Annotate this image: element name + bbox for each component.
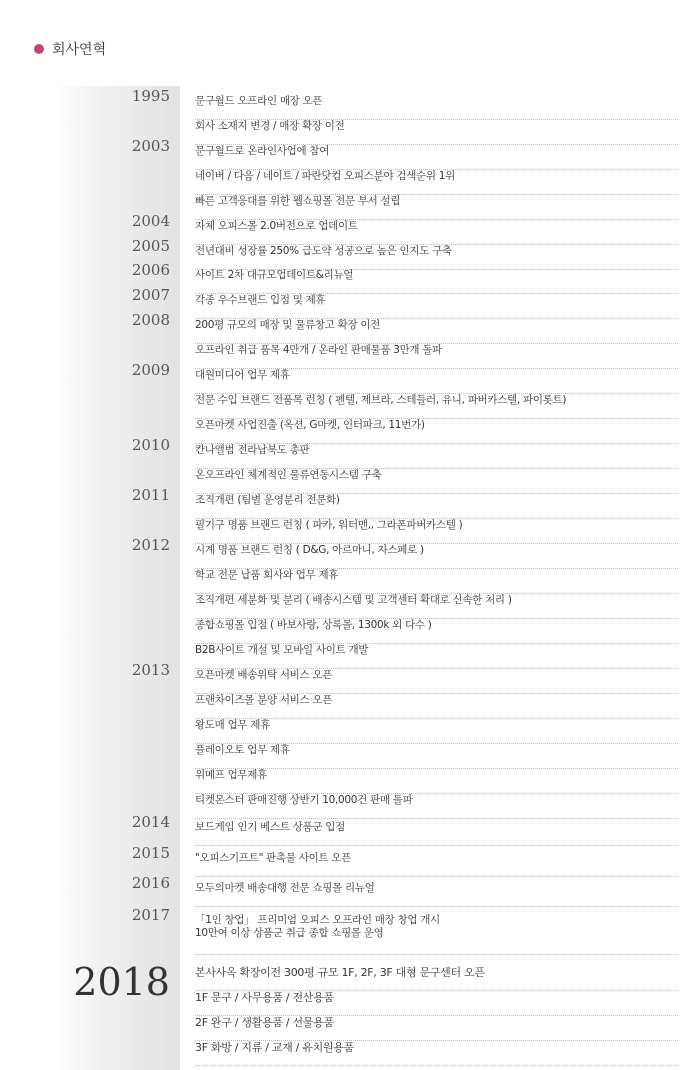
history-row [195, 669, 678, 694]
history-row [195, 120, 678, 145]
history-item-text: 모두의마켓 배송대행 전문 쇼핑몰 리뉴얼 [195, 882, 375, 894]
history-item-text: 왕도매 업무 제휴 [195, 719, 270, 731]
year-label: 2016 [131, 874, 170, 892]
history-item-text: 오프라인 취급 품목 4만개 / 온라인 판매물품 3만개 돌파 [195, 344, 443, 356]
history-row [195, 344, 678, 369]
history-item-text: 보드게임 인기 베스트 상품군 입점 [195, 821, 345, 833]
history-item-text: 오픈마켓 사업진출 (옥션, G마켓, 인터파크, 11번가) [195, 419, 425, 431]
history-row [195, 569, 678, 594]
history-item-text: 필기구 명품 브랜드 런칭 ( 파카, 워터맨,, 그라폰파버카스텔 ) [195, 519, 463, 531]
history-item-text: 칸나앨범 전라남북도 총판 [195, 444, 310, 456]
history-row [195, 619, 678, 644]
year-label: 2014 [131, 813, 170, 831]
history-item-text: 오픈마켓 배송위탁 서비스 오픈 [195, 669, 333, 681]
history-item-text: 프랜차이즈몰 분양 서비스 오픈 [195, 694, 333, 706]
history-row [195, 1041, 678, 1066]
history-row [195, 644, 678, 669]
history-row [195, 220, 678, 245]
history-item-text: 문구월드로 온라인사업에 참여 [195, 145, 330, 157]
history-row [195, 594, 678, 619]
history-row [195, 419, 678, 444]
history-item-text: 티켓몬스터 판매진행 상반기 10,000건 판매 돌파 [195, 794, 413, 806]
history-row [195, 294, 678, 319]
history-row [195, 794, 678, 819]
history-item-text: 조직개편 (팀별 운영분리 전문화) [195, 494, 340, 506]
history-row [195, 544, 678, 569]
history-row [195, 991, 678, 1016]
history-row [195, 245, 678, 270]
year-label: 2013 [131, 661, 170, 679]
history-item-text: 온오프라인 체계적인 물류연동시스템 구축 [195, 469, 382, 481]
history-item-text: "오피스기프트" 판촉물 사이트 오픈 [195, 852, 351, 864]
history-item-text: 사이트 2차 대규모업데이트&리뉴얼 [195, 269, 354, 281]
history-item-text: 시계 명품 브랜드 런칭 ( D&G, 아르마니, 자스페로 ) [195, 544, 424, 556]
history-item-text: 빠른 고객응대를 위한 웹쇼핑몰 전문 부서 설립 [195, 195, 401, 207]
history-item-text: 「1인 창업」 프리미엄 오피스 오프라인 매장 창업 개시 10만여 이상 상품군 취급 종합 쇼핑몰 운영 [195, 914, 440, 939]
history-row [195, 719, 678, 744]
history-row [195, 469, 678, 494]
history-item-text: 조직개편 세분화 및 분리 ( 배송시스템 및 고객센터 확대로 신속한 처리 ) [195, 594, 512, 606]
year-label: 1995 [131, 87, 170, 105]
history-row [195, 519, 678, 544]
year-label: 2011 [131, 486, 170, 504]
history-row [195, 694, 678, 719]
year-label: 2018 [73, 960, 170, 1004]
history-row [195, 1016, 678, 1041]
history-item-text: 학교 전문 납품 회사와 업무 제휴 [195, 569, 339, 581]
year-label: 2017 [131, 906, 170, 924]
history-row [195, 882, 678, 907]
year-label: 2004 [131, 212, 170, 230]
year-label: 2012 [131, 536, 170, 554]
history-row [195, 769, 678, 794]
year-label: 2005 [131, 237, 170, 255]
section-title: 회사연혁 [52, 42, 107, 58]
history-item-text: 위메프 업무제휴 [195, 769, 267, 781]
year-label: 2008 [131, 311, 170, 329]
history-item-text: 2F 완구 / 생활용품 / 선물용품 [195, 1016, 334, 1029]
history-row [195, 744, 678, 769]
year-label: 2003 [131, 137, 170, 155]
history-item-text: 전문 수입 브랜드 전품목 런칭 ( 펜텔, 제브라, 스테들러, 유니, 파버카스텔, 파이롯트) [195, 394, 567, 406]
history-item-text: 3F 화방 / 지류 / 교재 / 유치원용품 [195, 1041, 354, 1054]
year-label: 2010 [131, 436, 170, 454]
history-row [195, 821, 678, 846]
history-row [195, 494, 678, 519]
history-row [195, 95, 678, 120]
history-row [195, 195, 678, 220]
history-item-text: B2B사이트 개설 및 모바일 사이트 개발 [195, 644, 369, 656]
history-row [195, 966, 678, 991]
history-item-text: 본사사옥 확장이전 300평 규모 1F, 2F, 3F 대형 문구센터 오픈 [195, 966, 485, 979]
year-label: 2007 [131, 286, 170, 304]
year-label: 2015 [131, 844, 170, 862]
history-item-text: 자체 오피스몰 2.0버전으로 업데이트 [195, 220, 358, 232]
history-row [195, 369, 678, 394]
history-item-text: 대원미디어 업무 제휴 [195, 369, 290, 381]
history-row [195, 145, 678, 170]
history-row [195, 269, 678, 294]
history-item-text: 네이버 / 다음 / 네이트 / 파란닷컴 오피스분야 검색순위 1위 [195, 170, 455, 182]
history-row [195, 852, 678, 877]
year-label: 2009 [131, 361, 170, 379]
history-item-text: 전년대비 성장률 250% 급도약 성공으로 높은 인지도 구축 [195, 245, 452, 257]
history-row [195, 394, 678, 419]
history-item-text: 1F 문구 / 사무용품 / 전산용품 [195, 991, 334, 1004]
history-item-text: 회사 소재지 변경 / 매장 확장 이전 [195, 120, 345, 132]
history-item-text: 종합쇼핑몰 입점 ( 바보사랑, 상록몰, 1300k 외 다수 ) [195, 619, 432, 631]
history-row [195, 170, 678, 195]
history-item-text: 문구월드 오프라인 매장 오픈 [195, 95, 323, 107]
history-item-text: 플레이오토 업무 제휴 [195, 744, 290, 756]
history-item-text: 각종 우수브랜드 입점 및 제휴 [195, 294, 326, 306]
history-row [195, 319, 678, 344]
history-item-text: 200평 규모의 매장 및 물류창고 확장 이전 [195, 319, 381, 331]
year-label: 2006 [131, 261, 170, 279]
history-row [195, 914, 678, 955]
history-row [195, 444, 678, 469]
